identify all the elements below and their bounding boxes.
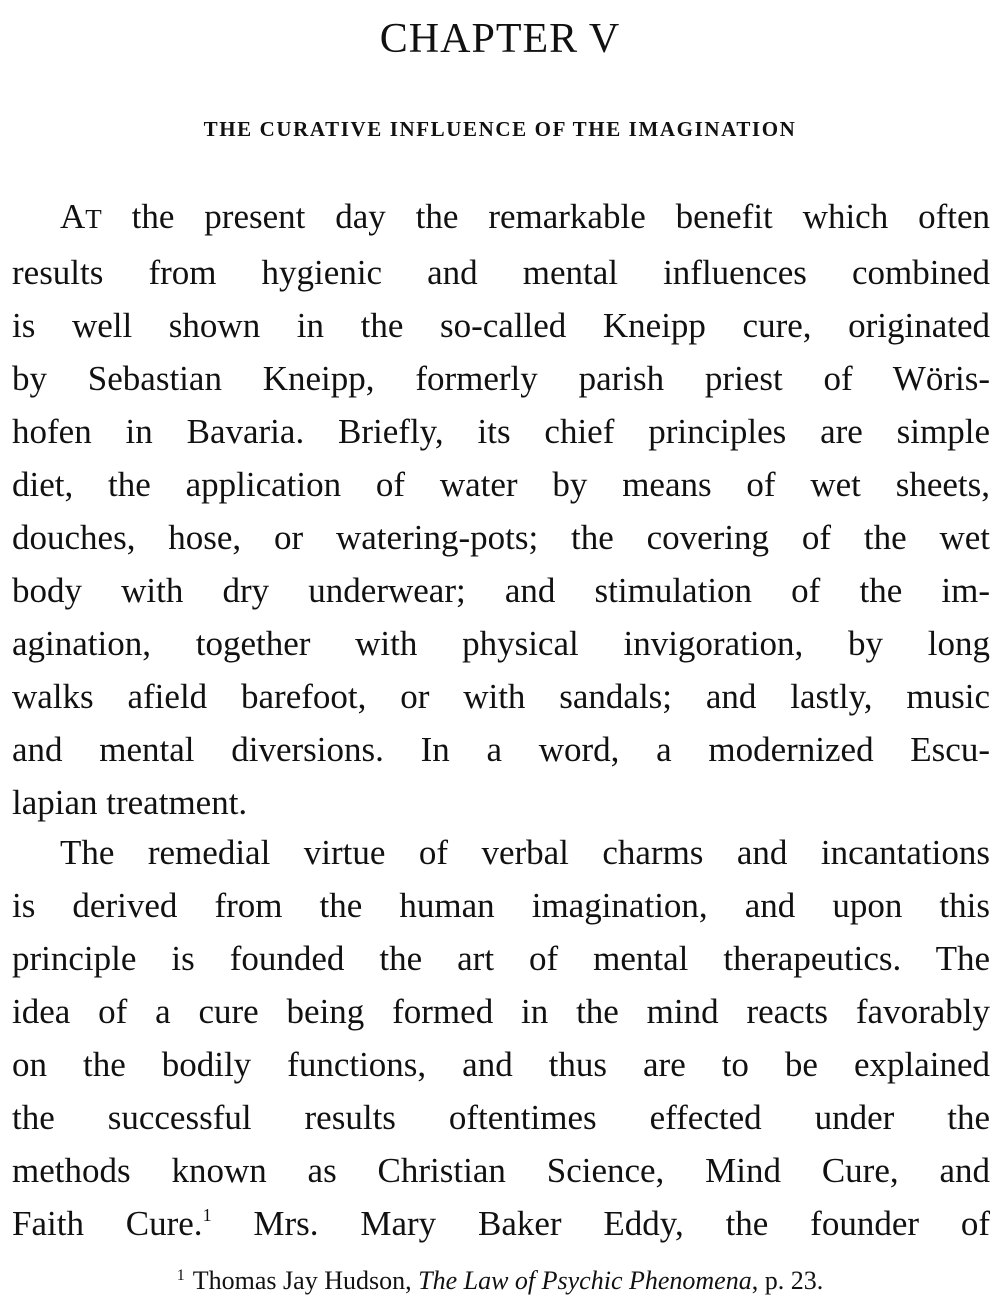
opening-word: AT: [60, 197, 102, 236]
paragraph-line-text: Mrs. Mary Baker Eddy, the founder of: [211, 1204, 990, 1243]
paragraph-line: diet, the application of water by means of wet sheets,: [12, 465, 990, 504]
footnote-author: Thomas Jay Hudson,: [192, 1266, 419, 1295]
paragraph-line-text: Faith Cure.: [12, 1204, 203, 1243]
paragraph-line: and mental diversions. In a word, a modernized Escu-: [12, 730, 990, 769]
paragraph-line: by Sebastian Kneipp, formerly parish priest of Wöris-: [12, 359, 990, 398]
paragraph-line-text: the present day the remarkable benefit which often: [101, 197, 990, 236]
paragraph-line: results from hygienic and mental influences combined: [12, 253, 990, 292]
paragraph-line: is well shown in the so-called Kneipp cure, originated: [12, 306, 990, 345]
paragraph-line: [12, 190, 990, 246]
paragraph-line: The remedial virtue of verbal charms and incantations: [60, 833, 990, 872]
paragraph-line: principle is founded the art of mental therapeutics. The: [12, 939, 990, 978]
footnote-work-title: The Law of Psychic Phenomena: [418, 1266, 752, 1295]
paragraph-line: body with dry underwear; and stimulation of the im-: [12, 571, 990, 610]
chapter-heading: CHAPTER V: [379, 16, 621, 62]
paragraph-line: methods known as Christian Science, Mind Cure, and: [12, 1151, 990, 1190]
paragraph-line: lapian treatment.: [12, 783, 248, 822]
paragraph-2: [12, 826, 990, 1250]
paragraph-line: agination, together with physical invigoration, by long: [12, 624, 990, 663]
paragraph-line: idea of a cure being formed in the mind reacts favorably: [12, 992, 990, 1031]
paragraph-line: hofen in Bavaria. Briefly, its chief principles are simple: [12, 412, 990, 451]
paragraph-line: is derived from the human imagination, and upon this: [12, 886, 990, 925]
paragraph-line: walks afield barefoot, or with sandals; and lastly, music: [12, 677, 990, 716]
paragraph-line: on the bodily functions, and thus are to be explained: [12, 1045, 990, 1084]
footnote: [0, 1263, 1000, 1299]
chapter-subtitle: THE CURATIVE INFLUENCE OF THE IMAGINATION: [203, 117, 797, 141]
paragraph-line: the successful results oftentimes effected under the: [12, 1098, 990, 1137]
footnote-marker: 1: [176, 1267, 185, 1284]
paragraph-line: douches, hose, or watering-pots; the covering of the wet: [12, 518, 990, 557]
footnote-page-reference: , p. 23.: [751, 1266, 824, 1295]
footnote-reference: 1: [202, 1205, 212, 1225]
paragraph-1: [12, 190, 990, 829]
paragraph-line: [12, 1197, 990, 1250]
